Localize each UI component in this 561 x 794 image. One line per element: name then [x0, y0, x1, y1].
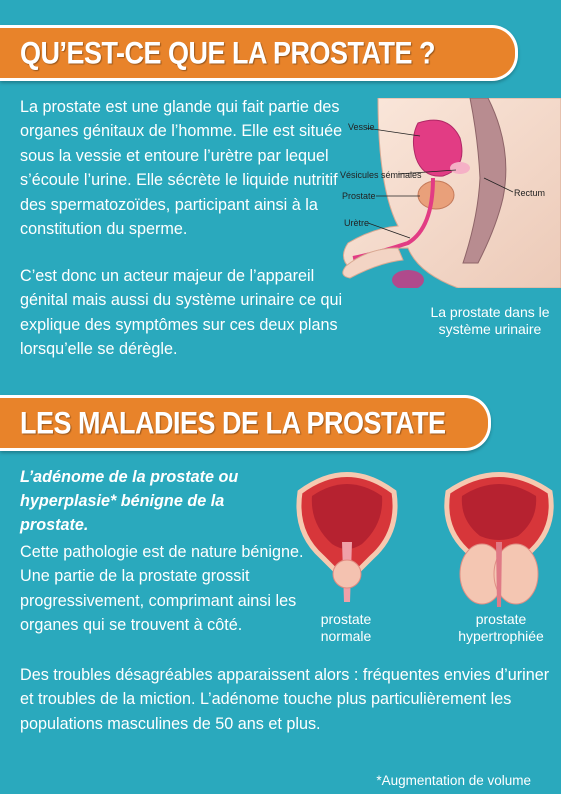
intro-paragraph: La prostate est une glande qui fait partie des organes génitaux de l’homme. Elle est située sous la vessie et entoure l’urètre par lequel s’écoule l’urine. Elle sécrète le liquide nutritif des spermatozoïdes, participant ainsi à la constitution du sperme.	[20, 98, 343, 239]
label-uretre: Urètre	[344, 218, 370, 228]
footnote: *Augmentation de volume	[376, 773, 531, 788]
label-rectum: Rectum	[514, 188, 546, 198]
adenoma-description: Cette pathologie est de nature bénigne. Une partie de la prostate grossit progressivement, comprimant ainsi les organes qui se trouvent à côté.	[20, 543, 304, 635]
section-banner-diseases	[0, 395, 491, 451]
prostate-shape	[418, 181, 454, 209]
label-vesicules: Vésicules séminales	[340, 170, 422, 180]
testicle-shape	[392, 270, 424, 288]
urinary-system-illustration	[338, 98, 561, 288]
hypertrophied-prostate-illustration	[440, 462, 558, 612]
section-title: QU’EST-CE QUE LA PROSTATE ?	[20, 35, 436, 71]
adenoma-subtitle: L’adénome de la prostate ou hyperplasie* bénigne de la prostate.	[20, 468, 239, 534]
normal-prostate-illustration	[292, 462, 402, 612]
section-title: LES MALADIES DE LA PROSTATE	[20, 405, 446, 441]
section-banner-what-is-prostate	[0, 25, 518, 81]
symptoms-paragraph: Des troubles désagréables apparaissent alors : fréquentes envies d’uriner et troubles de la miction. L’adénome touche plus particulièrement les populations masculines de 50 ans et plus.	[20, 666, 550, 733]
seminal-vesicles-shape	[450, 162, 470, 174]
hypertrophied-prostate-caption: prostate hypertrophiée	[458, 611, 544, 644]
role-paragraph: C’est donc un acteur majeur de l’appareil génital mais aussi du système urinaire ce qui explique des symptômes sur ces deux plans lorsqu’elle se dérègle.	[20, 267, 343, 359]
urinary-figure-caption: La prostate dans le système urinaire	[430, 304, 550, 337]
normal-prostate-caption: prostate normale	[320, 611, 372, 644]
label-vessie: Vessie	[348, 122, 375, 132]
label-prostate: Prostate	[342, 191, 376, 201]
